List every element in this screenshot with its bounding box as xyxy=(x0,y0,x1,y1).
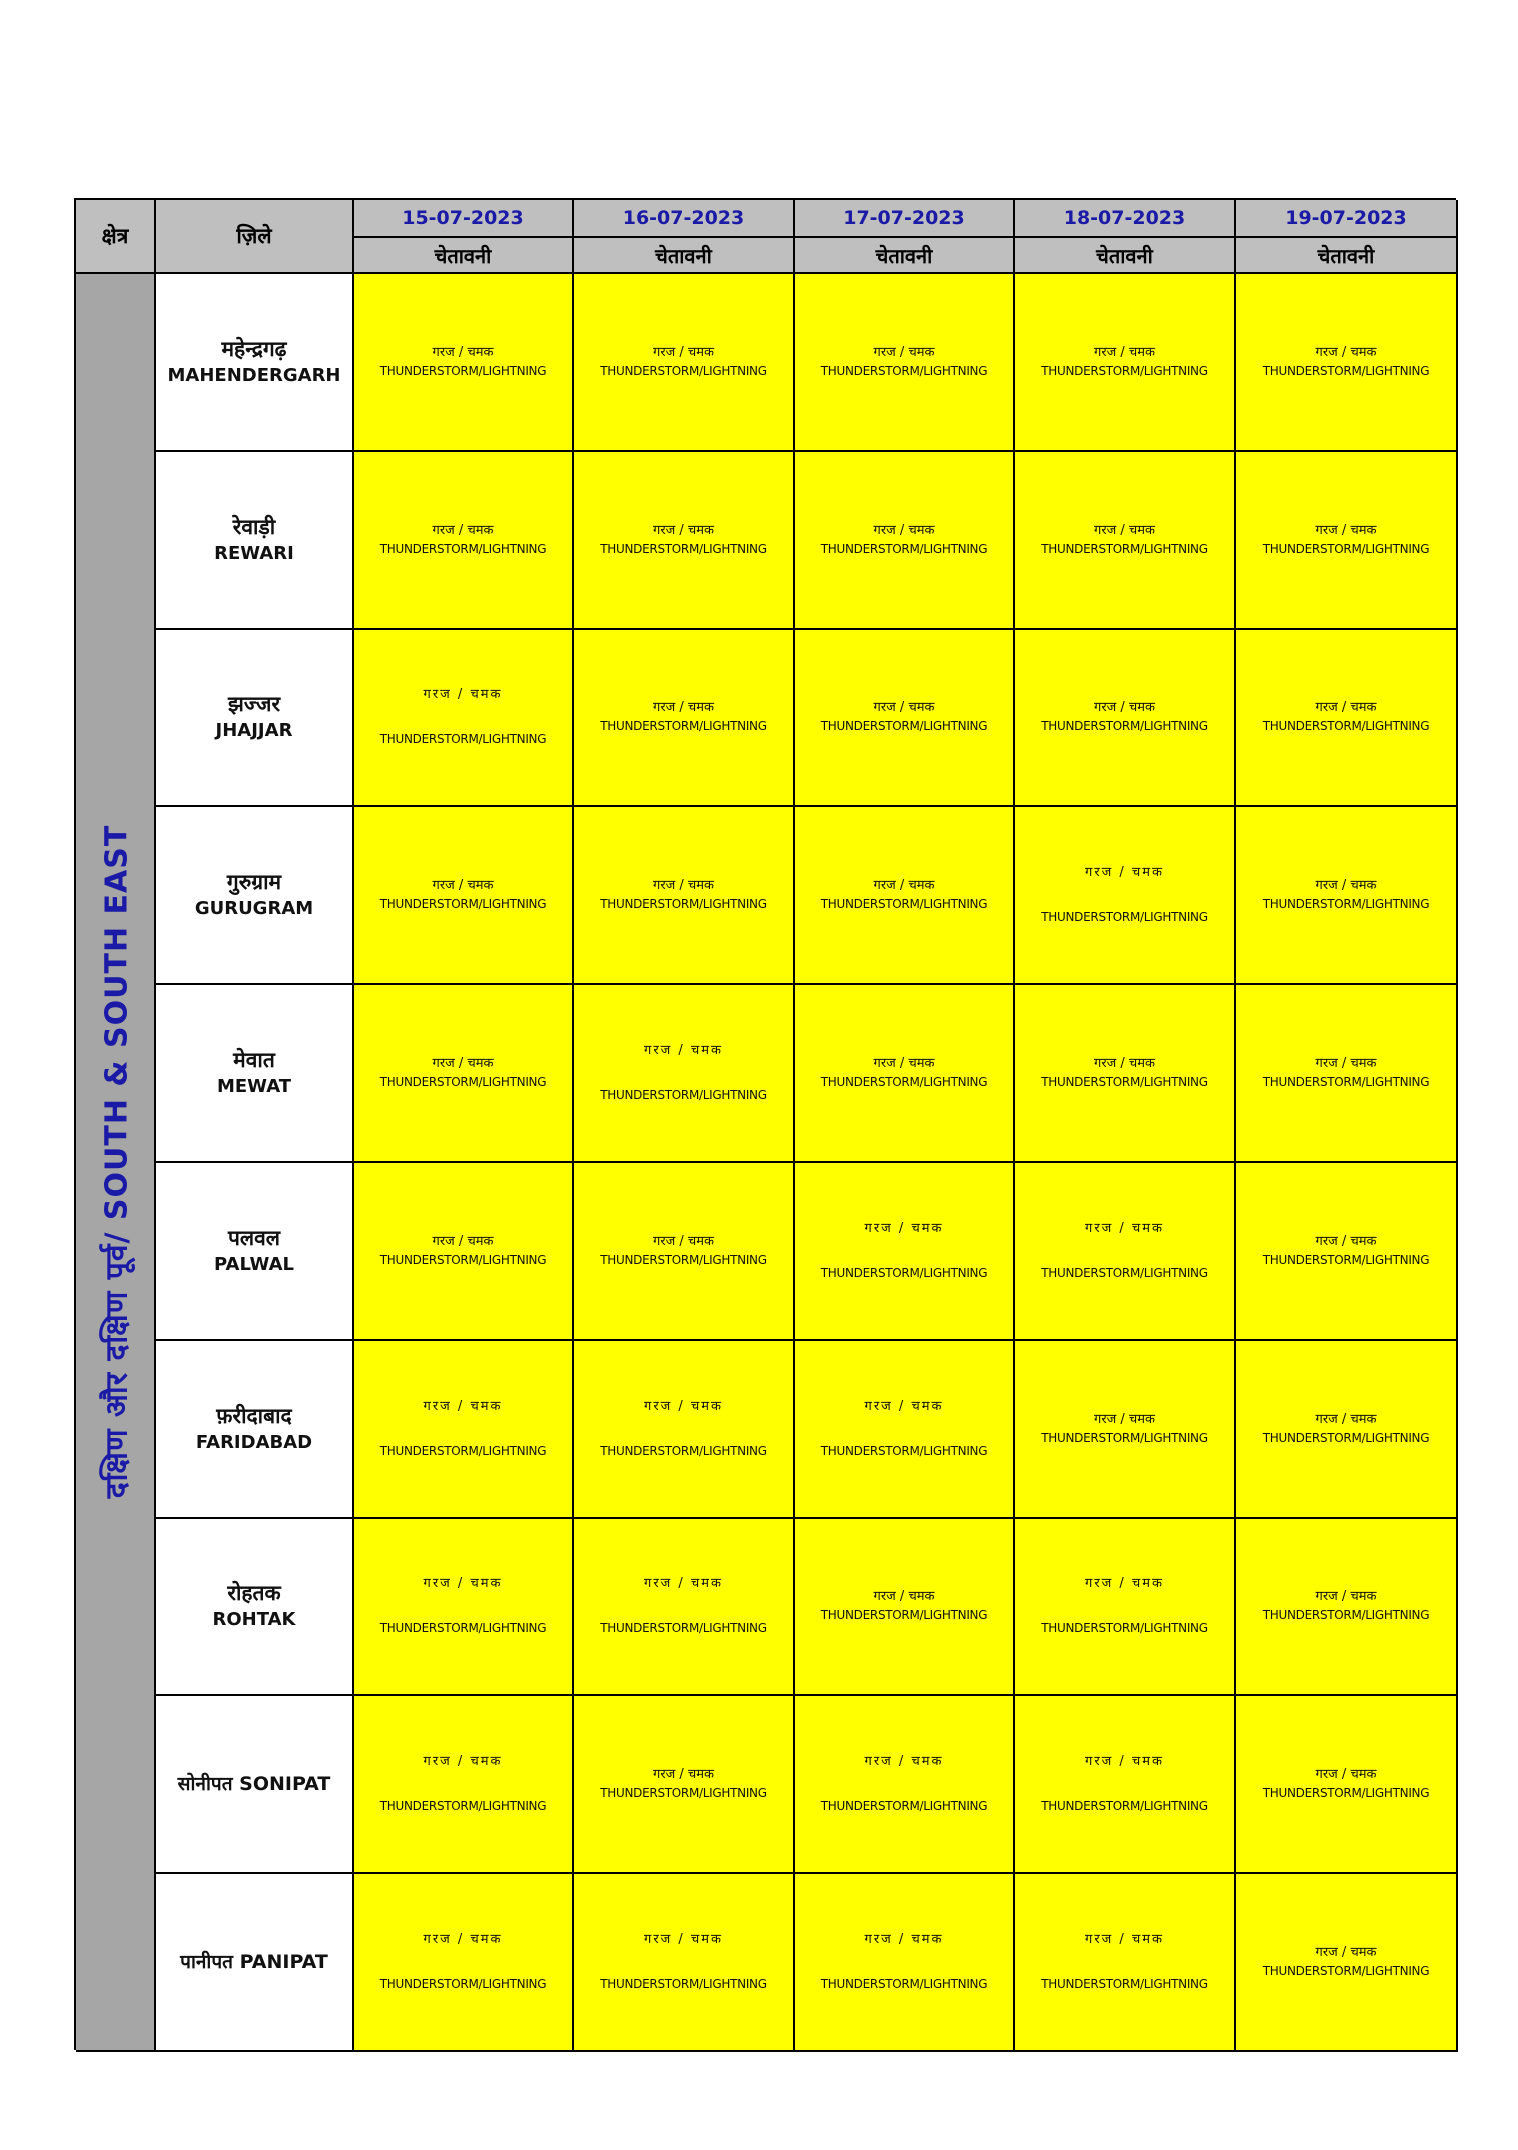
district-english: FARIDABAD xyxy=(195,1431,313,1453)
warning-cell xyxy=(795,1696,1015,1874)
warning-hindi: गरज / चमक xyxy=(1094,1056,1155,1072)
region-label xyxy=(76,274,156,2052)
district-hindi: फ़रीदाबाद xyxy=(216,1403,292,1428)
warning-cell xyxy=(1236,274,1458,452)
warning-cell xyxy=(1236,1163,1458,1341)
warning-cell xyxy=(1015,1163,1236,1341)
warning-header: चेतावनी xyxy=(1015,238,1236,274)
warning-english: THUNDERSTORM/LIGHTNING xyxy=(1262,1608,1430,1623)
warning-cell xyxy=(1236,630,1458,808)
warning-english: THUNDERSTORM/LIGHTNING xyxy=(379,363,547,378)
warning-hindi: गरज / चमक xyxy=(873,700,935,716)
date-header: 19-07-2023 xyxy=(1236,200,1458,238)
district-hindi: रेवाड़ी xyxy=(232,514,276,539)
region-header: क्षेत्र xyxy=(76,200,156,274)
warning-english: THUNDERSTORM/LIGHTNING xyxy=(1041,541,1208,556)
warning-hindi: गरज / चमक xyxy=(873,522,935,538)
warning-cell xyxy=(795,985,1015,1163)
warning-english: THUNDERSTORM/LIGHTNING xyxy=(1041,910,1208,925)
warning-english: THUNDERSTORM/LIGHTNING xyxy=(600,719,767,734)
warning-cell xyxy=(354,274,574,452)
warning-english: THUNDERSTORM/LIGHTNING xyxy=(1262,1075,1430,1090)
warning-english: THUNDERSTORM/LIGHTNING xyxy=(820,1608,988,1623)
warning-english: THUNDERSTORM/LIGHTNING xyxy=(600,897,767,912)
warning-cell xyxy=(1015,1874,1236,2052)
warning-table xyxy=(74,198,1456,2050)
warning-hindi: गरज / चमक xyxy=(653,1767,714,1783)
warning-english: THUNDERSTORM/LIGHTNING xyxy=(820,1799,988,1814)
warning-english: THUNDERSTORM/LIGHTNING xyxy=(1041,363,1208,378)
warning-cell xyxy=(1236,985,1458,1163)
warning-hindi: गरज / चमक xyxy=(873,878,935,894)
warning-hindi: गरज / चमक xyxy=(1085,1576,1164,1592)
warning-hindi: गरज / चमक xyxy=(1315,522,1377,538)
warning-english: THUNDERSTORM/LIGHTNING xyxy=(1262,363,1430,378)
warning-cell xyxy=(1015,1519,1236,1697)
warning-english: THUNDERSTORM/LIGHTNING xyxy=(600,1621,767,1636)
warning-cell xyxy=(1236,452,1458,630)
warning-cell xyxy=(795,452,1015,630)
warning-header: चेतावनी xyxy=(354,238,574,274)
warning-hindi: गरज / चमक xyxy=(653,522,714,538)
warning-english: THUNDERSTORM/LIGHTNING xyxy=(820,541,988,556)
warning-hindi: गरज / चमक xyxy=(653,700,714,716)
warning-english: THUNDERSTORM/LIGHTNING xyxy=(820,897,988,912)
warning-cell xyxy=(574,1874,795,2052)
warning-hindi: गरज / चमक xyxy=(864,1220,944,1236)
warning-hindi: गरज / चमक xyxy=(432,1056,494,1072)
warning-english: THUNDERSTORM/LIGHTNING xyxy=(379,1977,547,1992)
district-english: MAHENDERGARH xyxy=(167,364,341,386)
warning-hindi: गरज / चमक xyxy=(653,878,714,894)
warning-english: THUNDERSTORM/LIGHTNING xyxy=(379,541,547,556)
warning-english: THUNDERSTORM/LIGHTNING xyxy=(379,1252,547,1267)
warning-english: THUNDERSTORM/LIGHTNING xyxy=(379,1075,547,1090)
warning-cell xyxy=(1236,807,1458,985)
warning-hindi: गरज / चमक xyxy=(1315,1945,1377,1961)
warning-cell xyxy=(1015,1341,1236,1519)
date-header: 18-07-2023 xyxy=(1015,200,1236,238)
warning-cell xyxy=(1236,1696,1458,1874)
district-name xyxy=(156,1519,354,1697)
warning-cell xyxy=(354,1696,574,1874)
warning-cell xyxy=(1015,1696,1236,1874)
district-name xyxy=(156,1874,354,2052)
warning-english: THUNDERSTORM/LIGHTNING xyxy=(1041,1977,1208,1992)
warning-hindi: गरज / चमक xyxy=(423,687,503,703)
district-english: REWARI xyxy=(214,542,294,564)
warning-cell xyxy=(1015,985,1236,1163)
warning-english: THUNDERSTORM/LIGHTNING xyxy=(600,541,767,556)
district-hindi: रोहतक xyxy=(227,1581,281,1606)
warning-header: चेतावनी xyxy=(1236,238,1458,274)
warning-english: THUNDERSTORM/LIGHTNING xyxy=(379,1443,547,1458)
district-name xyxy=(156,1341,354,1519)
warning-english: THUNDERSTORM/LIGHTNING xyxy=(379,897,547,912)
warning-hindi: गरज / चमक xyxy=(1315,1767,1377,1783)
warning-english: THUNDERSTORM/LIGHTNING xyxy=(1041,1075,1208,1090)
district-english: JHAJJAR xyxy=(215,720,293,742)
warning-cell xyxy=(1236,1874,1458,2052)
warning-cell xyxy=(795,1874,1015,2052)
warning-hindi: गरज / चमक xyxy=(644,1932,723,1948)
warning-english: THUNDERSTORM/LIGHTNING xyxy=(1262,1786,1430,1801)
warning-hindi: गरज / चमक xyxy=(432,1233,494,1249)
warning-english: THUNDERSTORM/LIGHTNING xyxy=(820,1443,988,1458)
date-header: 15-07-2023 xyxy=(354,200,574,238)
warning-cell xyxy=(574,274,795,452)
warning-cell xyxy=(354,985,574,1163)
warning-cell xyxy=(1015,274,1236,452)
warning-hindi: गरज / चमक xyxy=(1315,1589,1377,1605)
warning-cell xyxy=(1236,1341,1458,1519)
warning-cell xyxy=(574,985,795,1163)
warning-english: THUNDERSTORM/LIGHTNING xyxy=(1262,1252,1430,1267)
warning-english: THUNDERSTORM/LIGHTNING xyxy=(379,1799,547,1814)
warning-english: THUNDERSTORM/LIGHTNING xyxy=(600,1443,767,1458)
warning-hindi: गरज / चमक xyxy=(1315,344,1377,360)
warning-cell xyxy=(795,1341,1015,1519)
warning-hindi: गरज / चमक xyxy=(644,1576,723,1592)
warning-hindi: गरज / चमक xyxy=(423,1576,503,1592)
date-header: 17-07-2023 xyxy=(795,200,1015,238)
district-name xyxy=(156,985,354,1163)
warning-hindi: गरज / चमक xyxy=(423,1398,503,1414)
district-name xyxy=(156,1163,354,1341)
warning-cell xyxy=(354,630,574,808)
warning-cell xyxy=(354,1519,574,1697)
warning-hindi: गरज / चमक xyxy=(1315,1411,1377,1427)
warning-cell xyxy=(354,1341,574,1519)
warning-hindi: गरज / चमक xyxy=(1085,1754,1164,1770)
warning-cell xyxy=(574,807,795,985)
warning-hindi: गरज / चमक xyxy=(1094,522,1155,538)
warning-hindi: गरज / चमक xyxy=(1094,344,1155,360)
district-english: PALWAL xyxy=(214,1253,294,1275)
warning-cell xyxy=(574,1519,795,1697)
date-header: 16-07-2023 xyxy=(574,200,795,238)
warning-english: THUNDERSTORM/LIGHTNING xyxy=(600,363,767,378)
warning-cell xyxy=(354,452,574,630)
district-name xyxy=(156,807,354,985)
warning-hindi: गरज / चमक xyxy=(423,1932,503,1948)
warning-hindi: गरज / चमक xyxy=(644,1043,723,1059)
warning-hindi: गरज / चमक xyxy=(1094,700,1155,716)
warning-english: THUNDERSTORM/LIGHTNING xyxy=(1262,719,1430,734)
warning-english: THUNDERSTORM/LIGHTNING xyxy=(1041,1799,1208,1814)
warning-cell xyxy=(354,1874,574,2052)
district-name xyxy=(156,274,354,452)
warning-hindi: गरज / चमक xyxy=(1085,1220,1164,1236)
warning-hindi: गरज / चमक xyxy=(653,344,714,360)
warning-english: THUNDERSTORM/LIGHTNING xyxy=(820,1075,988,1090)
warning-hindi: गरज / चमक xyxy=(432,878,494,894)
warning-cell xyxy=(795,807,1015,985)
warning-english: THUNDERSTORM/LIGHTNING xyxy=(600,1977,767,1992)
warning-cell xyxy=(795,274,1015,452)
warning-hindi: गरज / चमक xyxy=(1085,1932,1164,1948)
warning-cell xyxy=(574,452,795,630)
warning-header: चेतावनी xyxy=(795,238,1015,274)
warning-hindi: गरज / चमक xyxy=(1315,1233,1377,1249)
warning-english: THUNDERSTORM/LIGHTNING xyxy=(820,719,988,734)
warning-cell xyxy=(354,1163,574,1341)
warning-english: THUNDERSTORM/LIGHTNING xyxy=(1041,719,1208,734)
district-label: सोनीपत SONIPAT xyxy=(177,1773,331,1796)
warning-cell xyxy=(574,1163,795,1341)
district-hindi: पलवल xyxy=(227,1225,281,1250)
warning-hindi: गरज / चमक xyxy=(432,522,494,538)
warning-hindi: गरज / चमक xyxy=(653,1233,714,1249)
warning-english: THUNDERSTORM/LIGHTNING xyxy=(820,1265,988,1280)
warning-cell xyxy=(354,807,574,985)
warning-cell xyxy=(1015,807,1236,985)
warning-hindi: गरज / चमक xyxy=(1094,1411,1155,1427)
warning-english: THUNDERSTORM/LIGHTNING xyxy=(1262,897,1430,912)
warning-hindi: गरज / चमक xyxy=(864,1754,944,1770)
warning-cell xyxy=(574,630,795,808)
warning-english: THUNDERSTORM/LIGHTNING xyxy=(1262,1430,1430,1445)
district-hindi: मेवात xyxy=(233,1048,275,1073)
region-text: दक्षिण और दक्षिण पूर्व/ SOUTH & SOUTH EAST xyxy=(99,825,135,1499)
warning-hindi: गरज / चमक xyxy=(864,1932,944,1948)
warning-english: THUNDERSTORM/LIGHTNING xyxy=(600,1786,767,1801)
warning-cell xyxy=(795,630,1015,808)
warning-header: चेतावनी xyxy=(574,238,795,274)
district-name xyxy=(156,630,354,808)
warning-english: THUNDERSTORM/LIGHTNING xyxy=(379,1621,547,1636)
warning-hindi: गरज / चमक xyxy=(423,1754,503,1770)
warning-cell xyxy=(1015,630,1236,808)
warning-cell xyxy=(574,1696,795,1874)
district-label: पानीपत PANIPAT xyxy=(180,1951,328,1974)
warning-cell xyxy=(574,1341,795,1519)
warning-hindi: गरज / चमक xyxy=(873,1589,935,1605)
district-hindi: गुरुग्राम xyxy=(226,870,282,895)
district-name xyxy=(156,1696,354,1874)
warning-hindi: गरज / चमक xyxy=(1315,1056,1377,1072)
warning-english: THUNDERSTORM/LIGHTNING xyxy=(820,363,988,378)
warning-english: THUNDERSTORM/LIGHTNING xyxy=(1262,541,1430,556)
warning-hindi: गरज / चमक xyxy=(873,344,935,360)
district-english: MEWAT xyxy=(216,1076,292,1098)
district-english: GURUGRAM xyxy=(194,898,314,920)
warning-english: THUNDERSTORM/LIGHTNING xyxy=(820,1977,988,1992)
district-header: ज़िले xyxy=(156,200,354,274)
warning-english: THUNDERSTORM/LIGHTNING xyxy=(600,1088,767,1103)
warning-hindi: गरज / चमक xyxy=(864,1398,944,1414)
warning-english: THUNDERSTORM/LIGHTNING xyxy=(1041,1430,1208,1445)
warning-cell xyxy=(795,1163,1015,1341)
warning-cell xyxy=(1015,452,1236,630)
warning-hindi: गरज / चमक xyxy=(1085,865,1164,881)
district-name xyxy=(156,452,354,630)
warning-english: THUNDERSTORM/LIGHTNING xyxy=(1041,1621,1208,1636)
warning-english: THUNDERSTORM/LIGHTNING xyxy=(379,732,547,747)
warning-hindi: गरज / चमक xyxy=(644,1398,723,1414)
warning-cell xyxy=(795,1519,1015,1697)
warning-hindi: गरज / चमक xyxy=(432,344,494,360)
warning-english: THUNDERSTORM/LIGHTNING xyxy=(1262,1964,1430,1979)
warning-hindi: गरज / चमक xyxy=(1315,700,1377,716)
district-english: ROHTAK xyxy=(212,1609,296,1631)
warning-hindi: गरज / चमक xyxy=(1315,878,1377,894)
warning-english: THUNDERSTORM/LIGHTNING xyxy=(1041,1265,1208,1280)
warning-cell xyxy=(1236,1519,1458,1697)
district-hindi: झज्जर xyxy=(227,692,281,717)
district-hindi: महेन्द्रगढ़ xyxy=(221,336,287,361)
warning-english: THUNDERSTORM/LIGHTNING xyxy=(600,1252,767,1267)
warning-hindi: गरज / चमक xyxy=(873,1056,935,1072)
